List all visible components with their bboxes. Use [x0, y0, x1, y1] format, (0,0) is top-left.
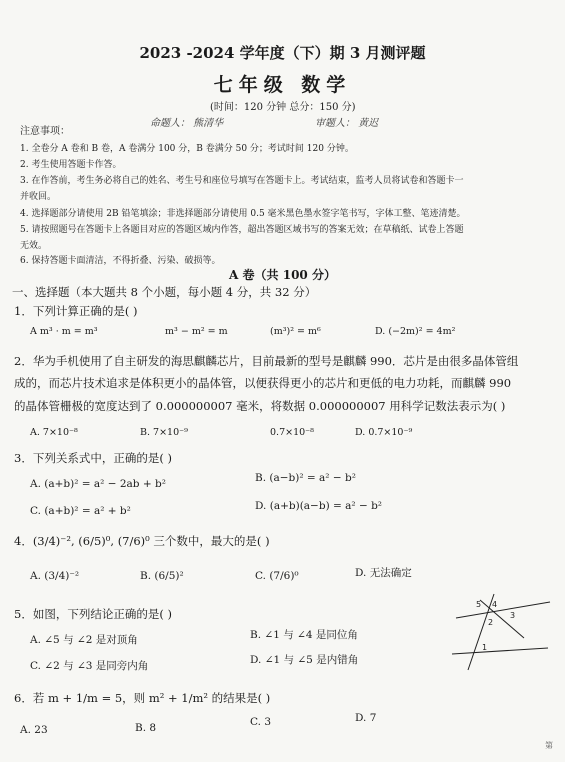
note-line: 并收回。	[20, 192, 57, 202]
note-line: 2. 考生使用答题卡作答。	[20, 160, 122, 170]
q5-stem: 5．如图，下列结论正确的是( )	[14, 607, 172, 621]
q4-stem: 4．(3/4)⁻², (6/5)⁰, (7/6)⁰ 三个数中，最大的是( )	[14, 534, 270, 548]
reviewer: 审题人： 黄迟	[315, 118, 379, 129]
exam-title: 2023 -2024 学年度（下）期 3 月测评题	[139, 44, 426, 62]
author: 命题人： 熊清华	[150, 118, 224, 129]
note-line: 6. 保持答题卡面清洁，不得折叠、污染、破损等。	[20, 256, 221, 266]
q6-option-b: B. 8	[135, 722, 157, 734]
q6-option-c: C. 3	[250, 716, 272, 728]
q4-option-a: A. (3/4)⁻²	[30, 570, 80, 582]
part1-heading: 一、选择题（本大题共 8 个小题，每小题 4 分，共 32 分）	[12, 285, 317, 299]
q1-option-a: A m³ · m = m³	[30, 326, 98, 337]
q4-option-c: C. (7/6)⁰	[255, 570, 299, 582]
q5-option-b: B. ∠1 与 ∠4 是同位角	[250, 629, 358, 641]
q6-stem: 6．若 m + 1/m = 5，则 m² + 1/m² 的结果是( )	[14, 691, 271, 705]
q5-option-d: D. ∠1 与 ∠5 是内错角	[250, 654, 359, 666]
q2-option-c: 0.7×10⁻⁸	[270, 427, 314, 438]
q4-option-b: B. (6/5)²	[140, 570, 184, 582]
figure-label-5: 5	[476, 600, 482, 609]
note-line: 3. 在作答前，考生务必将自己的姓名、考生号和座位号填写在答题卡上。考试结束，监考人员将试卷和答题卡一	[20, 176, 464, 186]
q2-option-b: B. 7×10⁻⁹	[140, 427, 188, 438]
q3-option-a: A. (a+b)² = a² − 2ab + b²	[30, 478, 166, 490]
figure-label-2: 2	[488, 618, 494, 627]
q2-line: 的晶体管栅极的宽度达到了 0.000000007 毫米，将数据 0.000000007 用科学记数法表示为( )	[14, 399, 506, 413]
figure-line	[456, 602, 550, 618]
q2-option-d: D. 0.7×10⁻⁹	[355, 427, 413, 438]
q3-option-b: B. (a−b)² = a² − b²	[255, 472, 356, 484]
note-line: 5. 请按照题号在答题卡上各题目对应的答题区域内作答，超出答题区域书写的答案无效；在草稿纸、试卷上答题	[20, 225, 464, 235]
exam-subject: 七年级 数学	[213, 74, 352, 96]
q6-option-d: D. 7	[355, 712, 377, 724]
figure-line	[452, 648, 548, 654]
q2-line: 2．华为手机使用了自主研发的海思麒麟芯片，目前最新的型号是麒麟 990．芯片是由很多晶体管组	[14, 354, 519, 368]
q4-option-d: D. 无法确定	[355, 567, 412, 579]
section-a-heading: A 卷（共 100 分）	[229, 268, 336, 282]
notes-heading: 注意事项：	[20, 126, 70, 137]
q3-option-d: D. (a+b)(a−b) = a² − b²	[255, 500, 383, 512]
q5-geometry-figure	[444, 592, 554, 672]
note-line: 4. 选择题部分请使用 2B 铅笔填涂；非选择题部分请使用 0.5 毫米黑色墨水签字笔书写，字体工整、笔迹清楚。	[20, 209, 466, 219]
q2-option-a: A. 7×10⁻⁸	[30, 427, 78, 438]
q3-stem: 3．下列关系式中，正确的是( )	[14, 451, 172, 465]
q1-option-d: D. (−2m)² = 4m²	[375, 326, 456, 337]
note-line: 1. 全卷分 A 卷和 B 卷，A 卷满分 100 分，B 卷满分 50 分；考试时间 120 分钟。	[20, 144, 354, 154]
q5-option-c: C. ∠2 与 ∠3 是同旁内角	[30, 660, 149, 672]
figure-label-3: 3	[510, 611, 516, 620]
figure-line	[480, 600, 524, 638]
q1-stem: 1．下列计算正确的是( )	[14, 304, 138, 318]
figure-label-1: 1	[482, 643, 488, 652]
q6-option-a: A. 23	[20, 724, 48, 736]
q2-line: 成的，而芯片技术追求是体积更小的晶体管，以便获得更小的芯片和更低的电力功耗，而麒麟 990	[14, 376, 512, 390]
note-line: 无效。	[20, 241, 48, 251]
q3-option-c: C. (a+b)² = a² + b²	[30, 505, 131, 517]
page-mark: 第	[545, 741, 553, 750]
q5-option-a: A. ∠5 与 ∠2 是对顶角	[30, 634, 138, 646]
time-score: (时间：120 分钟 总分：150 分)	[210, 102, 356, 113]
q1-option-c: (m³)² = m⁶	[270, 326, 321, 337]
q1-option-b: m³ − m² = m	[165, 326, 228, 337]
figure-label-4: 4	[492, 600, 498, 609]
